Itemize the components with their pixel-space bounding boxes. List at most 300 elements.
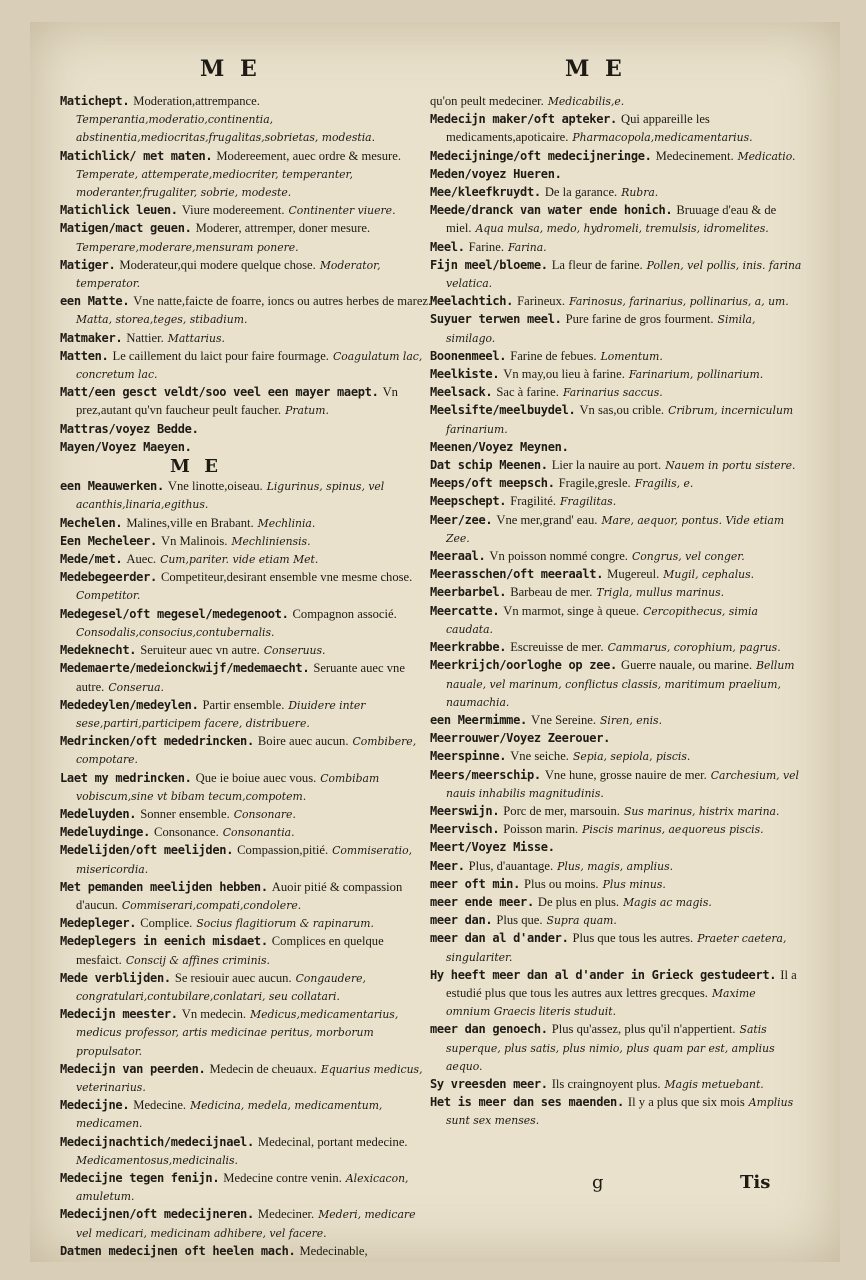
entry-headword: Suyuer terwen meel. xyxy=(430,312,562,327)
dictionary-entry xyxy=(430,911,802,929)
entry-headword: Meerrouwer/Voyez Zeerouer. xyxy=(430,731,611,746)
dictionary-entry xyxy=(60,1242,432,1260)
entry-headword: Medebegeerder. xyxy=(60,570,157,585)
dictionary-entry xyxy=(60,347,432,383)
entry-definition: Moderation,attrempance. xyxy=(133,94,260,108)
dictionary-entry xyxy=(430,401,802,437)
dictionary-entry xyxy=(430,165,802,183)
entry-definition: Fragile,gresle. xyxy=(558,476,631,491)
entry-definition: Farineux. xyxy=(517,294,566,309)
entry-headword: Laet my medrincken. xyxy=(60,770,192,785)
signature-mark: g xyxy=(592,1172,604,1193)
dictionary-entry xyxy=(60,1169,432,1205)
entry-definition: Ils craingnoyent plus. xyxy=(551,1076,661,1091)
dictionary-entry xyxy=(430,565,802,583)
dictionary-entry xyxy=(430,656,802,711)
dictionary-entry xyxy=(60,914,432,932)
entry-headword: Medegesel/oft megesel/medegenoot. xyxy=(60,606,289,621)
entry-headword: Meer. xyxy=(430,858,465,873)
entry-latin: Sepia, sepiola, piscis. xyxy=(572,750,691,764)
entry-headword: Medecijn van peerden. xyxy=(60,1061,206,1076)
entry-definition: Lier la nauire au port. xyxy=(551,458,662,473)
dictionary-entry xyxy=(60,932,432,968)
dictionary-entry xyxy=(430,492,802,510)
dictionary-entry xyxy=(430,802,802,820)
entry-headword: Mededeylen/medeylen. xyxy=(60,697,199,712)
dictionary-entry xyxy=(430,583,802,601)
dictionary-entry xyxy=(60,420,432,438)
entry-definition: Viure modereement. xyxy=(181,203,285,218)
dictionary-entry xyxy=(60,696,432,732)
entry-headword: Mechelen. xyxy=(60,515,123,530)
entry-headword: Matichlick/ met maten. xyxy=(60,148,213,163)
entry-headword: Meelkiste. xyxy=(430,367,500,382)
entry-definition: Vne Sereine. xyxy=(530,712,597,727)
dictionary-entry xyxy=(60,1060,432,1096)
entry-latin: Fragilitas. xyxy=(560,495,617,509)
entry-definition: De plus en plus. xyxy=(537,894,620,909)
entry-definition: Compagnon associé. xyxy=(292,606,397,621)
entry-definition: Complices en quelque mesfaict. xyxy=(76,934,384,967)
entry-latin: Mare, aequor, pontus. Vide etiam Zee. xyxy=(446,513,785,545)
entry-headword: Meeps/oft meepsch. xyxy=(430,476,555,491)
dictionary-entry xyxy=(430,638,802,656)
entry-definition: Vn medecin. xyxy=(181,1007,247,1022)
entry-headword: Een Mecheleer. xyxy=(60,533,157,548)
catchword: Tis xyxy=(740,1172,771,1193)
entry-latin: Alexicacon, amuletum. xyxy=(76,1171,409,1204)
entry-latin: Siren, enis. xyxy=(600,713,663,727)
entry-headword: Mayen/Voyez Maeyen. xyxy=(60,439,192,454)
dictionary-entry xyxy=(430,511,802,547)
dictionary-entry xyxy=(60,147,432,202)
dictionary-entry xyxy=(60,1205,432,1241)
entry-latin: Medicabilis,e. xyxy=(547,95,625,108)
entry-definition: Pure farine de gros fourment. xyxy=(565,312,714,327)
entry-latin: Simila, similago. xyxy=(446,313,756,345)
entry-headword: meer dan genoech. xyxy=(430,1022,548,1037)
entry-headword: Medrincken/oft mededrincken. xyxy=(60,734,254,749)
entry-latin: Sus marinus, histrix marina. xyxy=(623,804,780,818)
dictionary-entry xyxy=(60,1096,432,1132)
dictionary-entry xyxy=(430,747,802,765)
entry-latin: Farinosus, farinarius, pollinarius, a, um. xyxy=(569,295,789,309)
entry-headword: Meerasschen/oft meeraalt. xyxy=(430,567,604,582)
entry-latin: Supra quam. xyxy=(546,914,617,928)
entry-latin: Congrus, vel conger. xyxy=(631,550,745,564)
entry-latin: Amplius sunt sex menses. xyxy=(446,1096,794,1128)
entry-headword: Meervisch. xyxy=(430,822,500,837)
entry-headword: Mede verblijden. xyxy=(60,970,171,985)
entry-latin: Aqua mulsa, medo, hydromeli, tremulsis, idromelites. xyxy=(475,222,769,236)
dictionary-entry xyxy=(430,347,802,365)
entry-headword: Medelijden/oft meelijden. xyxy=(60,843,234,858)
entry-latin: Magis ac magis. xyxy=(623,895,712,909)
entry-headword: Sy vreesden meer. xyxy=(430,1076,548,1091)
dictionary-entry xyxy=(430,820,802,838)
entry-latin: Conscij & affines criminis. xyxy=(125,953,270,967)
dictionary-entry xyxy=(60,805,432,823)
dictionary-entry xyxy=(430,893,802,911)
entry-latin: Temperare,moderare,mensuram ponere. xyxy=(76,240,299,254)
entry-definition: Plus que. xyxy=(496,913,543,928)
entry-headword: Fijn meel/bloeme. xyxy=(430,257,548,272)
entry-definition: Medecine contre venin. xyxy=(223,1170,342,1185)
entry-latin: Farinarium, pollinarium. xyxy=(628,368,764,382)
entry-headword: Medeknecht. xyxy=(60,643,137,658)
entry-definition: qu'on peult medeciner. xyxy=(430,94,544,108)
dictionary-entry xyxy=(430,110,802,146)
entry-headword: Meelachtich. xyxy=(430,294,514,309)
entry-definition: Medeciner. xyxy=(257,1207,315,1222)
entry-headword: Medecijne. xyxy=(60,1098,130,1113)
entry-headword: een Meauwerken. xyxy=(60,479,164,494)
entry-headword: Meert/Voyez Misse. xyxy=(430,840,555,855)
entry-headword: Meers/meerschip. xyxy=(430,767,541,782)
entry-definition: Vn Malinois. xyxy=(160,533,228,548)
entry-headword: Mee/kleefkruydt. xyxy=(430,185,541,200)
entry-latin: Plus minus. xyxy=(602,877,666,891)
entry-definition: Guerre nauale, ou marine. xyxy=(620,658,753,673)
entry-headword: Matiger. xyxy=(60,257,116,272)
dictionary-entry xyxy=(430,966,802,1021)
dictionary-entry xyxy=(60,641,432,659)
dictionary-entry xyxy=(60,219,432,255)
dictionary-entry xyxy=(60,201,432,219)
entry-definition: Nattier. xyxy=(126,330,164,345)
entry-headword: Medecijn meester. xyxy=(60,1007,178,1022)
entry-latin: Consodalis,consocius,contubernalis. xyxy=(76,625,275,639)
dictionary-entry xyxy=(60,256,432,292)
entry-headword: Medecijn maker/oft apteker. xyxy=(430,112,617,127)
entry-headword: Matichlick leuen. xyxy=(60,203,178,218)
dictionary-entry xyxy=(60,568,432,604)
entry-headword: Medecijnachtich/medecijnael. xyxy=(60,1134,254,1149)
entry-latin: Fragilis, e. xyxy=(634,477,694,491)
entry-latin: Medicus,medicamentarius, medicus professor, artis medicinae peritus, morborum propulsator. xyxy=(76,1008,399,1058)
entry-latin: Temperantia,moderatio,continentia, abstinentia,mediocritas,frugalitas,sobrietas, modestia. xyxy=(76,113,376,145)
entry-definition: Medecinement. xyxy=(655,148,734,163)
dictionary-entry xyxy=(60,329,432,347)
entry-definition: Vn prez,autant qu'vn faucheur peult faucher. xyxy=(76,385,398,418)
dictionary-entry xyxy=(430,857,802,875)
dictionary-entry xyxy=(430,292,802,310)
entry-latin: Temperate, attemperate,mediocriter, temperanter, moderanter,frugaliter, sobrie, modeste. xyxy=(76,167,353,200)
dictionary-entry xyxy=(60,969,432,1005)
entry-definition: Fragilité. xyxy=(510,494,557,509)
entry-definition: Plus, d'auantage. xyxy=(468,858,554,873)
entry-latin: Medicina, medela, medicamentum, medicamen. xyxy=(76,1099,383,1131)
entry-definition: Porc de mer, marsouin. xyxy=(503,803,620,818)
entry-headword: Medemaerte/medeionckwijf/medemaecht. xyxy=(60,661,310,676)
dictionary-entry xyxy=(430,147,802,165)
entry-definition: Malines,ville en Brabant. xyxy=(126,515,254,530)
dictionary-entry xyxy=(430,1075,802,1093)
dictionary-entry xyxy=(430,766,802,802)
entry-definition: Farine. xyxy=(468,239,504,254)
entry-latin: Medicatio. xyxy=(737,149,796,163)
entry-latin: Maxime omnium Graecis literis studuit. xyxy=(446,986,756,1019)
dictionary-entry xyxy=(430,456,802,474)
dictionary-entry xyxy=(430,474,802,492)
entry-headword: Meden/voyez Hueren. xyxy=(430,166,562,181)
dictionary-entry xyxy=(430,438,802,456)
dictionary-entry xyxy=(430,201,802,237)
dictionary-entry xyxy=(430,365,802,383)
entry-headword: Medeluyden. xyxy=(60,806,137,821)
entry-definition: Vn may,ou lieu à farine. xyxy=(503,367,625,382)
entry-definition: Plus qu'assez, plus qu'il n'appertient. xyxy=(551,1022,736,1037)
dictionary-entry xyxy=(430,711,802,729)
entry-definition: Sac à farine. xyxy=(496,385,559,400)
entry-headword: Medeplegers in eenich misdaet. xyxy=(60,934,268,949)
entry-latin: Plus, magis, amplius. xyxy=(557,859,674,873)
entry-headword: meer ende meer. xyxy=(430,894,534,909)
entry-headword: Meeraal. xyxy=(430,549,486,564)
left-column-header: M E xyxy=(200,56,261,82)
entry-latin: Mechlinia. xyxy=(257,516,316,530)
entry-definition: Vn sas,ou crible. xyxy=(579,403,665,418)
entry-definition: Vne hune, grosse nauire de mer. xyxy=(544,767,707,782)
dictionary-entry xyxy=(60,605,432,641)
dictionary-entry xyxy=(430,875,802,893)
entry-definition: Partir ensemble. xyxy=(202,697,285,712)
entry-latin: Rubra. xyxy=(621,186,659,200)
right-column-header: M E xyxy=(565,56,626,82)
entry-headword: Meercatte. xyxy=(430,603,500,618)
entry-latin: Matta, storea,teges, stibadium. xyxy=(76,313,248,327)
entry-latin: Ligurinus, spinus, vel acanthis,linaria,egithus. xyxy=(76,480,385,512)
entry-definition: Vne seiche. xyxy=(510,749,569,764)
entry-latin: Consonare. xyxy=(233,807,296,821)
entry-latin: Commiserari,compati,condolere. xyxy=(121,898,302,912)
entry-headword: Meerspinne. xyxy=(430,749,507,764)
right-column xyxy=(430,92,802,1130)
entry-headword: Medepleger. xyxy=(60,916,137,931)
entry-headword: Meel. xyxy=(430,239,465,254)
entry-latin: Diuidere inter sese,partiri,participem facere, distribuere. xyxy=(76,698,366,730)
entry-headword: Matmaker. xyxy=(60,330,123,345)
dictionary-entry xyxy=(430,1020,802,1075)
entry-definition: Compassion,pitié. xyxy=(237,843,329,858)
left-column xyxy=(60,92,432,1260)
entry-headword: Het is meer dan ses maenden. xyxy=(430,1095,624,1110)
dictionary-entry xyxy=(430,256,802,292)
dictionary-entry xyxy=(60,92,432,147)
entry-latin: Continenter viuere. xyxy=(288,204,396,218)
entry-definition: Il y a plus que six mois xyxy=(627,1095,745,1110)
entry-definition: Farine de febues. xyxy=(510,348,597,363)
entry-latin: Conserua. xyxy=(108,680,164,694)
entry-latin: Moderator, temperator. xyxy=(76,258,381,291)
dictionary-entry xyxy=(60,769,432,805)
entry-definition: Boire auec aucun. xyxy=(257,734,349,749)
entry-definition: Plus que tous les autres. xyxy=(572,931,694,946)
dictionary-entry xyxy=(60,1005,432,1060)
dictionary-entry xyxy=(430,547,802,565)
entry-headword: meer oft min. xyxy=(430,876,521,891)
dictionary-entry xyxy=(60,550,432,568)
entry-latin: Pollen, vel pollis, inis. farina velatica. xyxy=(446,258,802,291)
entry-latin: Socius flagitiorum & rapinarum. xyxy=(196,917,374,931)
entry-latin: Mederi, medicare vel medicari, medicinam adhibere, vel facere. xyxy=(76,1208,416,1240)
entry-headword: een Matte. xyxy=(60,294,130,309)
entry-definition: Moderateur,qui modere quelque chose. xyxy=(119,257,316,272)
entry-headword: Mattras/voyez Bedde. xyxy=(60,421,199,436)
entry-latin: Coagulatum lac, concretum lac. xyxy=(76,349,423,382)
entry-definition: La fleur de farine. xyxy=(551,257,643,272)
entry-latin: Cercopithecus, simia caudata. xyxy=(446,604,758,636)
entry-definition: Qui appareille les medicaments,apoticaire. xyxy=(446,112,710,145)
entry-headword: Meelsifte/meelbuydel. xyxy=(430,403,576,418)
entry-latin: Lomentum. xyxy=(600,349,663,363)
entry-headword: Medecijne tegen fenijn. xyxy=(60,1170,220,1185)
entry-headword: Medecijnen/oft medecijneren. xyxy=(60,1207,254,1222)
entry-definition: Moderer, attremper, doner mesure. xyxy=(195,221,371,236)
entry-latin: Mugil, cephalus. xyxy=(663,568,755,582)
entry-latin: Piscis marinus, aequoreus piscis. xyxy=(582,823,764,837)
entry-definition: Competiteur,desirant ensemble vne mesme chose. xyxy=(160,570,413,585)
entry-definition: Seruiteur auec vn autre. xyxy=(140,643,260,658)
dictionary-entry xyxy=(430,729,802,747)
entry-latin: Pratum. xyxy=(285,404,329,418)
entry-latin: Cum,pariter. vide etiam Met. xyxy=(160,553,319,567)
entry-definition: Sonner ensemble. xyxy=(140,806,230,821)
entry-definition: Auec. xyxy=(126,552,157,567)
entry-definition: Vne mer,grand' eau. xyxy=(496,512,598,527)
entry-latin: Mechliniensis. xyxy=(231,534,311,548)
dictionary-entry xyxy=(60,823,432,841)
section-heading: M E xyxy=(170,456,222,478)
dictionary-entry xyxy=(430,183,802,201)
entry-headword: Meerkrijch/oorloghe op zee. xyxy=(430,658,617,673)
entry-latin: Farinarius saccus. xyxy=(562,386,663,400)
entry-latin: Nauem in portu sistere. xyxy=(665,459,796,473)
entry-definition: Vne linotte,oiseau. xyxy=(167,479,263,494)
entry-definition: Vn marmot, singe à queue. xyxy=(503,603,639,618)
entry-headword: Medecijninge/oft medecijneringe. xyxy=(430,148,652,163)
entry-latin: Cribrum, incerniculum farinarium. xyxy=(446,404,794,436)
dictionary-entry xyxy=(430,383,802,401)
entry-headword: Hy heeft meer dan al d'ander in Grieck gestudeert. xyxy=(430,967,777,982)
dictionary-entry xyxy=(430,310,802,346)
entry-headword: meer dan. xyxy=(430,913,493,928)
entry-definition: Auoir pitié & compassion d'aucun. xyxy=(76,879,403,912)
entry-headword: Matt/een gesct veldt/soo veel een mayer maept. xyxy=(60,385,379,400)
entry-latin: Trigla, mullus marinus. xyxy=(596,586,725,600)
entry-headword: Meepschept. xyxy=(430,494,507,509)
entry-definition: Modereement, auec ordre & mesure. xyxy=(216,148,401,163)
entry-definition: Vne natte,faicte de foarre, ioncs ou autres herbes de marez. xyxy=(133,294,432,309)
entry-definition: Il a estudié plus que tous les autres aux lettres grecques. xyxy=(446,967,797,1000)
entry-definition: Bruuage d'eau & de miel. xyxy=(446,203,777,236)
entry-headword: Boonenmeel. xyxy=(430,348,507,363)
entry-latin: Pharmacopola,medicamentarius. xyxy=(572,131,753,145)
entry-definition: Consonance. xyxy=(154,825,219,840)
entry-latin: Combibam vobiscum,sine vt bibam tecum,compotem. xyxy=(76,771,380,803)
dictionary-entry xyxy=(430,238,802,256)
entry-latin: Competitor. xyxy=(76,589,141,603)
entry-headword: Meenen/Voyez Meynen. xyxy=(430,439,569,454)
dictionary-entry xyxy=(430,929,802,965)
entry-headword: Meer/zee. xyxy=(430,512,493,527)
entry-headword: Matigen/mact geuen. xyxy=(60,221,192,236)
dictionary-entry xyxy=(60,477,432,513)
entry-definition: De la garance. xyxy=(544,185,618,200)
dictionary-entry xyxy=(430,602,802,638)
entry-definition: Le caillement du laict pour faire fourmage. xyxy=(112,348,329,363)
entry-headword: Mede/met. xyxy=(60,552,123,567)
entry-latin: Medicamentosus,medicinalis. xyxy=(76,1153,238,1167)
dictionary-entry xyxy=(60,438,432,456)
entry-definition: Barbeau de mer. xyxy=(510,585,593,600)
dictionary-entry xyxy=(60,383,432,419)
entry-definition: Que ie boiue auec vous. xyxy=(195,770,317,785)
entry-latin: Mattarius. xyxy=(167,331,225,345)
dictionary-entry xyxy=(430,838,802,856)
entry-latin: Congaudere, congratulari,contubilare,conlatari, seu collatari. xyxy=(76,971,366,1003)
entry-definition: Plus ou moins. xyxy=(524,876,599,891)
dictionary-entry xyxy=(60,841,432,877)
entry-definition: Vn poisson nommé congre. xyxy=(489,549,628,564)
entry-latin: Combibere, compotare. xyxy=(76,735,417,767)
entry-latin: Equarius medicus, veterinarius. xyxy=(76,1062,423,1094)
entry-latin: Commiseratio, misericordia. xyxy=(76,844,413,876)
dictionary-entry xyxy=(430,92,802,110)
dictionary-entry xyxy=(60,532,432,550)
entry-latin: Carchesium, vel nauis inhabilis magnitudinis. xyxy=(446,768,799,800)
entry-latin: Conseruus. xyxy=(263,644,326,658)
entry-headword: Medeluydinge. xyxy=(60,825,151,840)
entry-definition: Poisson marin. xyxy=(503,822,579,837)
dictionary-entry xyxy=(60,1133,432,1169)
entry-headword: Meede/dranck van water ende honich. xyxy=(430,203,673,218)
entry-definition: Medecinal, portant medecine. xyxy=(257,1134,408,1149)
dictionary-entry xyxy=(60,659,432,695)
entry-headword: Dat schip Meenen. xyxy=(430,458,548,473)
dictionary-page xyxy=(30,22,840,1262)
entry-definition: Se resiouir auec aucun. xyxy=(174,970,292,985)
entry-latin: Farina. xyxy=(507,240,547,254)
dictionary-entry xyxy=(60,514,432,532)
entry-latin: Consonantia. xyxy=(222,826,295,840)
entry-definition: Medecinable, xyxy=(299,1243,368,1258)
entry-latin: Bellum nauale, vel marinum, conflictus classis, maritimum praelium, naumachia. xyxy=(446,659,795,709)
entry-headword: Matichept. xyxy=(60,94,130,108)
entry-definition: Escreuisse de mer. xyxy=(510,640,604,655)
entry-headword: Matten. xyxy=(60,348,109,363)
entry-headword: Meerswijn. xyxy=(430,803,500,818)
entry-latin: Satis superque, plus satis, plus nimio, plus quam par est, amplius aequo. xyxy=(446,1023,775,1073)
entry-latin: Magis metuebant. xyxy=(664,1077,764,1091)
entry-definition: Seruante auec vne autre. xyxy=(76,661,405,694)
entry-headword: Meelsack. xyxy=(430,385,493,400)
entry-headword: Meerbarbel. xyxy=(430,585,507,600)
dictionary-entry xyxy=(60,292,432,328)
entry-definition: Medecine. xyxy=(133,1098,187,1113)
entry-definition: Medecin de cheuaux. xyxy=(209,1061,317,1076)
dictionary-entry xyxy=(430,1093,802,1129)
entry-latin: Cammarus, corophium, pagrus. xyxy=(607,641,781,655)
dictionary-entry xyxy=(60,878,432,914)
entry-latin: Praeter caetera, singulariter. xyxy=(446,932,787,964)
entry-definition: Mugereul. xyxy=(607,567,660,582)
entry-headword: een Meermimme. xyxy=(430,712,527,727)
entry-headword: Met pemanden meelijden hebben. xyxy=(60,879,268,894)
entry-headword: Meerkrabbe. xyxy=(430,640,507,655)
entry-headword: Datmen medecijnen oft heelen mach. xyxy=(60,1243,296,1258)
entry-definition: Complice. xyxy=(140,916,193,931)
